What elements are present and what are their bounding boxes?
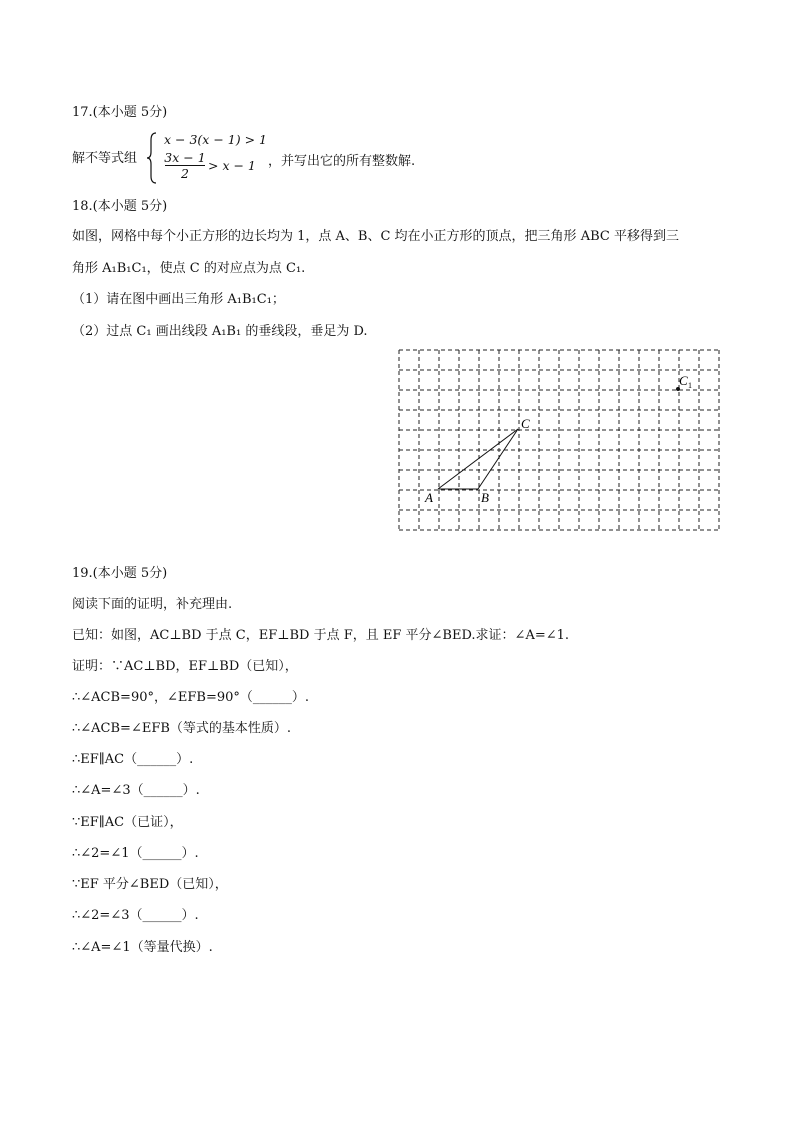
- q17-suffix: ，并写出它的所有整数解.: [268, 154, 416, 169]
- proof-step: ∵EF∥AC（已证），: [72, 815, 183, 830]
- proof-step: ∴∠ACB=90°，∠EFB=90°（______）.: [72, 690, 310, 705]
- proof-step: ∴∠ACB=∠EFB（等式的基本性质）.: [72, 721, 292, 736]
- left-brace-icon: [146, 132, 158, 184]
- proof-step: ∴∠A=∠1（等量代换）.: [72, 940, 213, 955]
- q19-given: 已知：如图，AC⊥BD 于点 C，EF⊥BD 于点 F，且 EF 平分∠BED.求证：∠A=∠1.: [72, 628, 570, 643]
- square-grid-figure: [398, 349, 720, 531]
- q17-inequality-1: x − 3(x − 1) > 1: [164, 132, 267, 147]
- q18-part-1: （1）请在图中画出三角形 A₁B₁C₁；: [72, 292, 285, 307]
- q18-stem-line-2: 角形 A₁B₁C₁，使点 C 的对应点为点 C₁.: [72, 261, 306, 276]
- q17-fraction: [164, 150, 206, 181]
- q17-header: 17.(本小题 5分): [72, 105, 168, 120]
- q17-fraction-denominator: 2: [181, 166, 189, 181]
- q17-fraction-numerator: 3x − 1: [164, 150, 206, 165]
- proof-step: 证明：∵AC⊥BD，EF⊥BD（已知），: [72, 659, 298, 674]
- label-a: A: [425, 490, 433, 505]
- proof-step: ∴EF∥AC（______）.: [72, 752, 194, 767]
- proof-step: ∴∠A=∠3（______）.: [72, 783, 200, 798]
- label-c1: C: [679, 373, 688, 388]
- label-b: B: [481, 490, 489, 505]
- segment-ac: [438, 429, 518, 489]
- q18-header: 18.(本小题 5分): [72, 199, 168, 214]
- q19-header: 19.(本小题 5分): [72, 566, 168, 581]
- proof-step: ∵EF 平分∠BED（已知），: [72, 877, 228, 892]
- label-c1-subscript: 1: [688, 381, 692, 390]
- proof-step: ∴∠2=∠3（______）.: [72, 908, 199, 923]
- q19-intro: 阅读下面的证明，补充理由.: [72, 597, 233, 612]
- proof-step: ∴∠2=∠1（______）.: [72, 846, 199, 861]
- label-c: C: [521, 416, 530, 431]
- segment-bc: [478, 429, 518, 489]
- q18-stem-line-1: 如图，网格中每个小正方形的边长均为 1，点 A、B、C 均在小正方形的顶点，把三角形 ABC 平移得到三: [72, 229, 679, 244]
- q17-prefix: 解不等式组: [72, 151, 138, 166]
- q17-inequality-2-rest: > x − 1: [208, 158, 256, 173]
- q18-part-2: （2）过点 C₁ 画出线段 A₁B₁ 的垂线段，垂足为 D.: [72, 324, 368, 339]
